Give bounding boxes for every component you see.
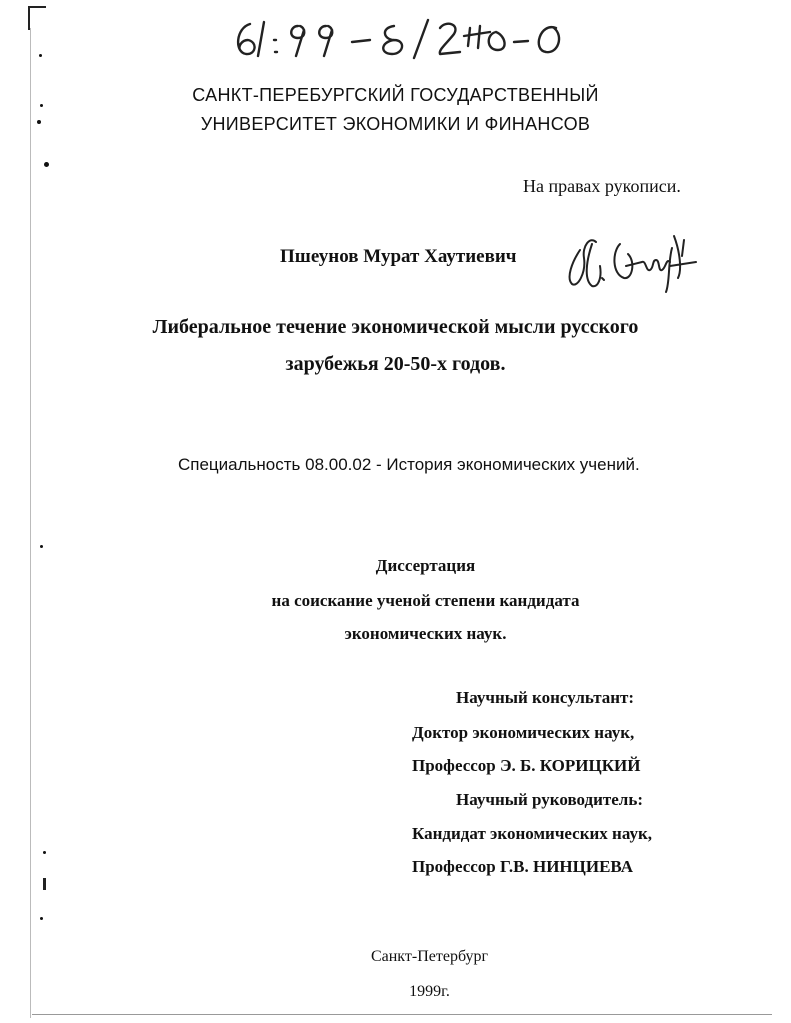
supervisor-heading: Научный руководитель: bbox=[456, 790, 643, 809]
footer-year: 1999г. bbox=[409, 983, 450, 1000]
scan-speck bbox=[43, 851, 46, 854]
manuscript-rights-note: На правах рукописи. bbox=[523, 176, 681, 196]
scan-speck bbox=[43, 878, 46, 890]
author-signature bbox=[562, 222, 702, 296]
supervisor-name: Профессор Г.В. НИНЦИЕВА bbox=[412, 857, 633, 876]
scan-speck bbox=[39, 54, 42, 57]
dissertation-field-line: экономических наук. bbox=[344, 624, 507, 643]
thesis-title-line2: зарубежья 20-50-х годов. bbox=[285, 353, 506, 375]
scan-speck bbox=[40, 545, 43, 548]
handwriting-strokes bbox=[228, 10, 568, 62]
consultant-degree: Доктор экономических наук, bbox=[412, 723, 635, 742]
consultant-name: Профессор Э. Б. КОРИЦКИЙ bbox=[412, 756, 641, 775]
supervisor-degree: Кандидат экономических наук, bbox=[412, 824, 653, 843]
university-name-line1: САНКТ-ПЕРЕБУРГСКИЙ ГОСУДАРСТВЕННЫЙ bbox=[192, 85, 599, 105]
signature-strokes bbox=[562, 222, 702, 296]
university-name-line2: УНИВЕРСИТЕТ ЭКОНОМИКИ И ФИНАНСОВ bbox=[200, 114, 591, 134]
dissertation-heading: Диссертация bbox=[375, 556, 476, 575]
scan-edge-bottom bbox=[32, 1014, 772, 1015]
thesis-title-line1: Либеральное течение экономической мысли русского bbox=[152, 316, 639, 338]
author-name: Пшеунов Мурат Хаутиевич bbox=[280, 246, 517, 267]
dissertation-degree-line: на соискание ученой степени кандидата bbox=[271, 591, 580, 610]
handwritten-archive-code bbox=[228, 10, 568, 62]
scan-edge-top-horizontal bbox=[28, 6, 46, 8]
scan-speck bbox=[40, 917, 43, 920]
scan-edge-top bbox=[28, 6, 30, 30]
scan-edge-left bbox=[30, 28, 31, 1018]
consultant-heading: Научный консультант: bbox=[456, 688, 635, 707]
specialty-line: Специальность 08.00.02 - История экономических учений. bbox=[178, 455, 640, 474]
scan-speck bbox=[44, 162, 49, 167]
footer-city: Санкт-Петербург bbox=[370, 948, 489, 965]
